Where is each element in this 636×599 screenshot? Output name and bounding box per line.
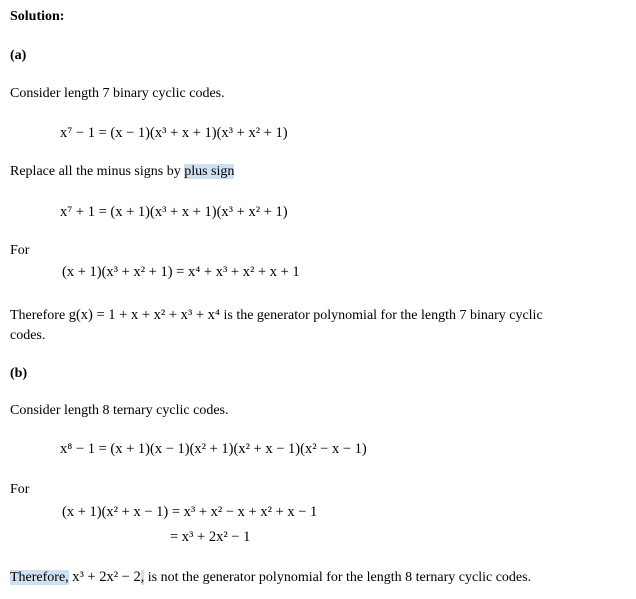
replace-highlight: plus sign xyxy=(184,164,235,179)
part-b-therefore-suffix: is not the generator polynomial for the length 8 ternary cyclic codes. xyxy=(144,570,532,585)
part-a-intro: Consider length 7 binary cyclic codes. xyxy=(10,86,225,101)
part-a-label: (a) xyxy=(10,48,27,63)
replace-text: Replace all the minus signs by xyxy=(10,164,185,179)
part-a-factorization: x⁷ − 1 = (x − 1)(x³ + x + 1)(x³ + x² + 1) xyxy=(60,125,288,141)
part-a-for-label: For xyxy=(10,243,30,258)
therefore-suffix: is the generator polynomial for the length 7 binary cyclic xyxy=(219,308,543,323)
generator-polynomial: g(x) = 1 + x + x² + x³ + x⁴ xyxy=(68,307,220,323)
part-b-intro: Consider length 8 ternary cyclic codes. xyxy=(10,403,229,418)
part-b-for-label: For xyxy=(10,482,30,497)
part-a-replace-sentence xyxy=(10,163,234,181)
part-b-comma: , xyxy=(140,570,145,585)
part-b-polynomial: x³ + 2x² − 2 xyxy=(72,569,141,585)
part-b-product-line2: = x³ + 2x² − 1 xyxy=(170,529,251,545)
part-b-therefore-prefix: Therefore, xyxy=(10,570,69,585)
part-b-product-line1: (x + 1)(x² + x − 1) = x³ + x² − x + x² + x − 1 xyxy=(62,504,318,520)
part-b-factorization: x⁸ − 1 = (x + 1)(x − 1)(x² + 1)(x² + x − 1)(x² − x − 1) xyxy=(60,441,367,457)
part-a-plus-factorization: x⁷ + 1 = (x + 1)(x³ + x + 1)(x³ + x² + 1) xyxy=(60,204,288,220)
part-a-therefore xyxy=(10,306,543,325)
part-b-label: (b) xyxy=(10,366,28,381)
therefore-prefix: Therefore xyxy=(10,308,69,323)
solution-heading: Solution: xyxy=(10,9,65,24)
part-a-therefore-line2: codes. xyxy=(10,328,46,343)
part-b-therefore xyxy=(10,568,531,587)
part-a-product: (x + 1)(x³ + x² + 1) = x⁴ + x³ + x² + x + 1 xyxy=(62,264,300,280)
